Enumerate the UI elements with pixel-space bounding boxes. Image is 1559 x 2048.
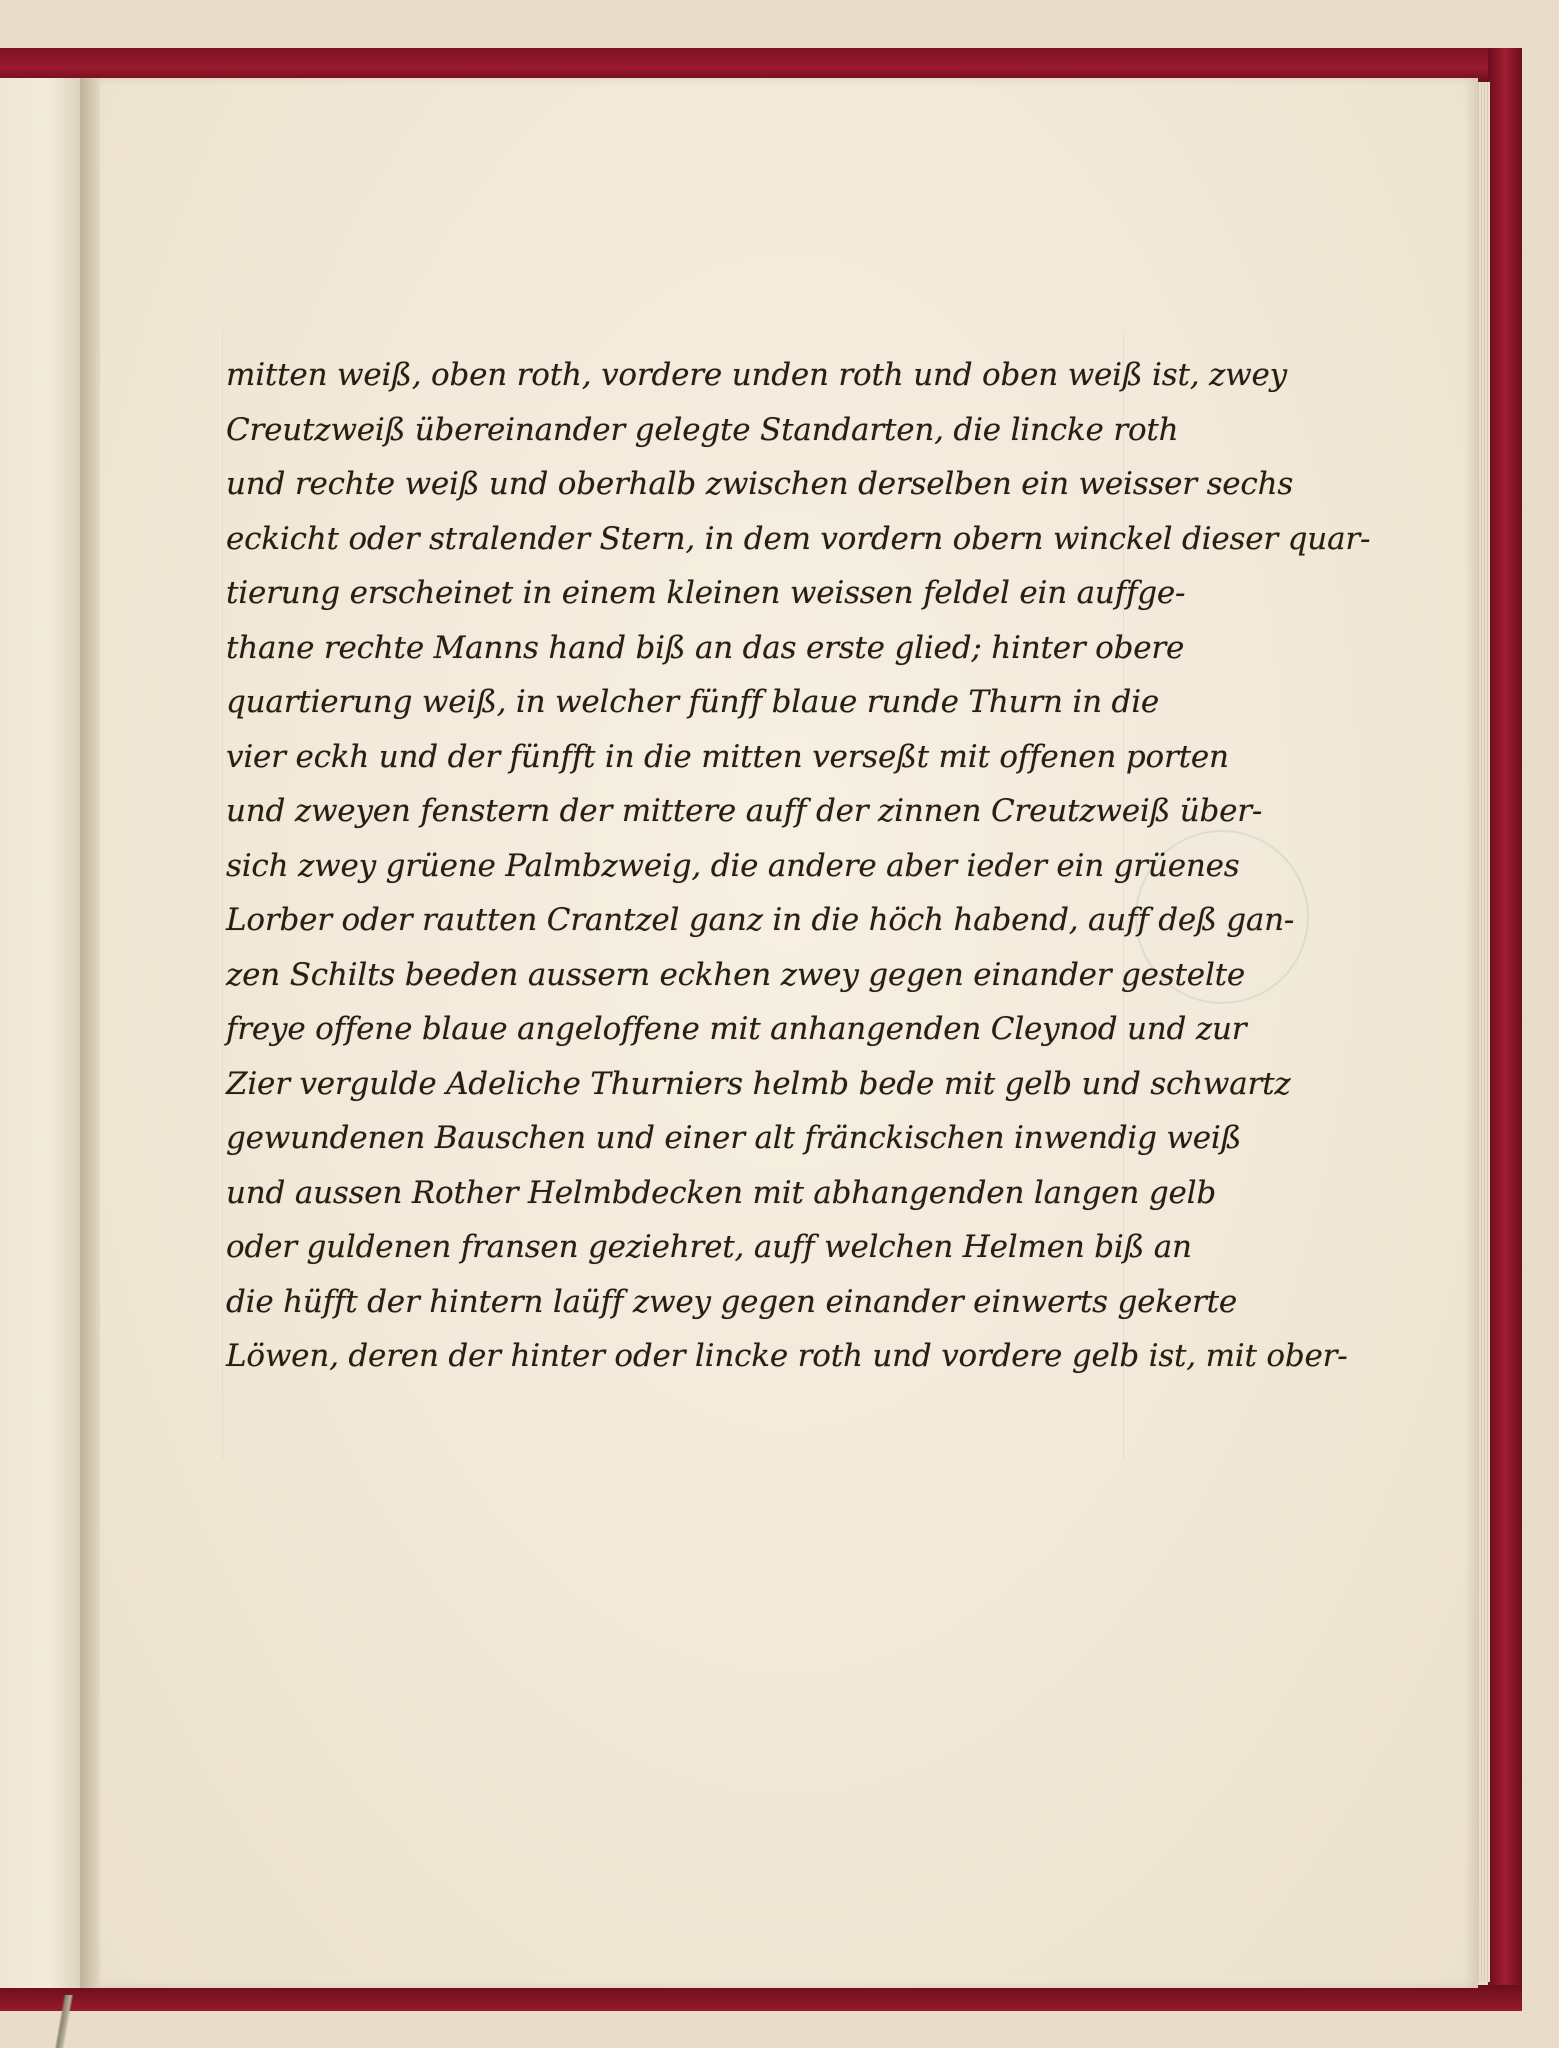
velvet-binding-right bbox=[1488, 48, 1522, 2008]
handwritten-text-block bbox=[226, 348, 1371, 1384]
text-line: gewundenen Bauschen und einer alt fränckischen inwendig weiß bbox=[226, 1120, 1242, 1156]
page-stack-edges bbox=[1476, 82, 1490, 1982]
text-line: und rechte weiß und oberhalb zwischen derselben ein weisser sechs bbox=[226, 466, 1294, 502]
text-line: thane rechte Manns hand biß an das erste glied; hinter obere bbox=[226, 629, 1185, 666]
velvet-binding-top bbox=[0, 48, 1520, 82]
text-line: vier eckh und der fünfft in die mitten verseßt mit offenen porten bbox=[226, 738, 1229, 775]
text-line: Zier vergulde Adeliche Thurniers helmb bede mit gelb und schwartz bbox=[226, 1065, 1291, 1102]
text-line: und aussen Rother Helmbdecken mit abhangenden langen gelb bbox=[226, 1174, 1216, 1211]
text-line: freye offene blaue angeloffene mit anhangenden Cleynod und zur bbox=[226, 1011, 1247, 1047]
binding-thread bbox=[44, 1995, 84, 2048]
text-line: tierung erscheinet in einem kleinen weissen feldel ein auffge- bbox=[226, 575, 1186, 611]
velvet-binding-bottom bbox=[0, 1985, 1522, 2011]
text-line: Creutzweiß übereinander gelegte Standarten, die lincke roth bbox=[226, 411, 1179, 448]
facing-page-edge bbox=[0, 78, 80, 1988]
text-line: die hüfft der hintern laüff zwey gegen einander einwerts gekerte bbox=[226, 1283, 1238, 1320]
text-line: Lorber oder rautten Crantzel ganz in die höch habend, auff deß gan- bbox=[226, 902, 1295, 938]
text-line: zen Schilts beeden aussern eckhen zwey gegen einander gestelte bbox=[226, 956, 1246, 993]
text-line: sich zwey grüene Palmbzweig, die andere aber ieder ein grüenes bbox=[226, 847, 1240, 884]
text-line: quartierung weiß, in welcher fünff blaue runde Thurn in die bbox=[226, 684, 1160, 720]
text-line: eckicht oder stralender Stern, in dem vordern obern winckel dieser quar- bbox=[226, 520, 1371, 557]
text-line: und zweyen fenstern der mittere auff der zinnen Creutzweiß über- bbox=[226, 793, 1263, 829]
text-line: oder guldenen fransen geziehret, auff welchen Helmen biß an bbox=[226, 1229, 1192, 1265]
text-line: Löwen, deren der hinter oder lincke roth und vordere gelb ist, mit ober- bbox=[226, 1338, 1348, 1374]
book-gutter bbox=[80, 78, 102, 1988]
text-line: mitten weiß, oben roth, vordere unden roth und oben weiß ist, zwey bbox=[226, 357, 1287, 393]
